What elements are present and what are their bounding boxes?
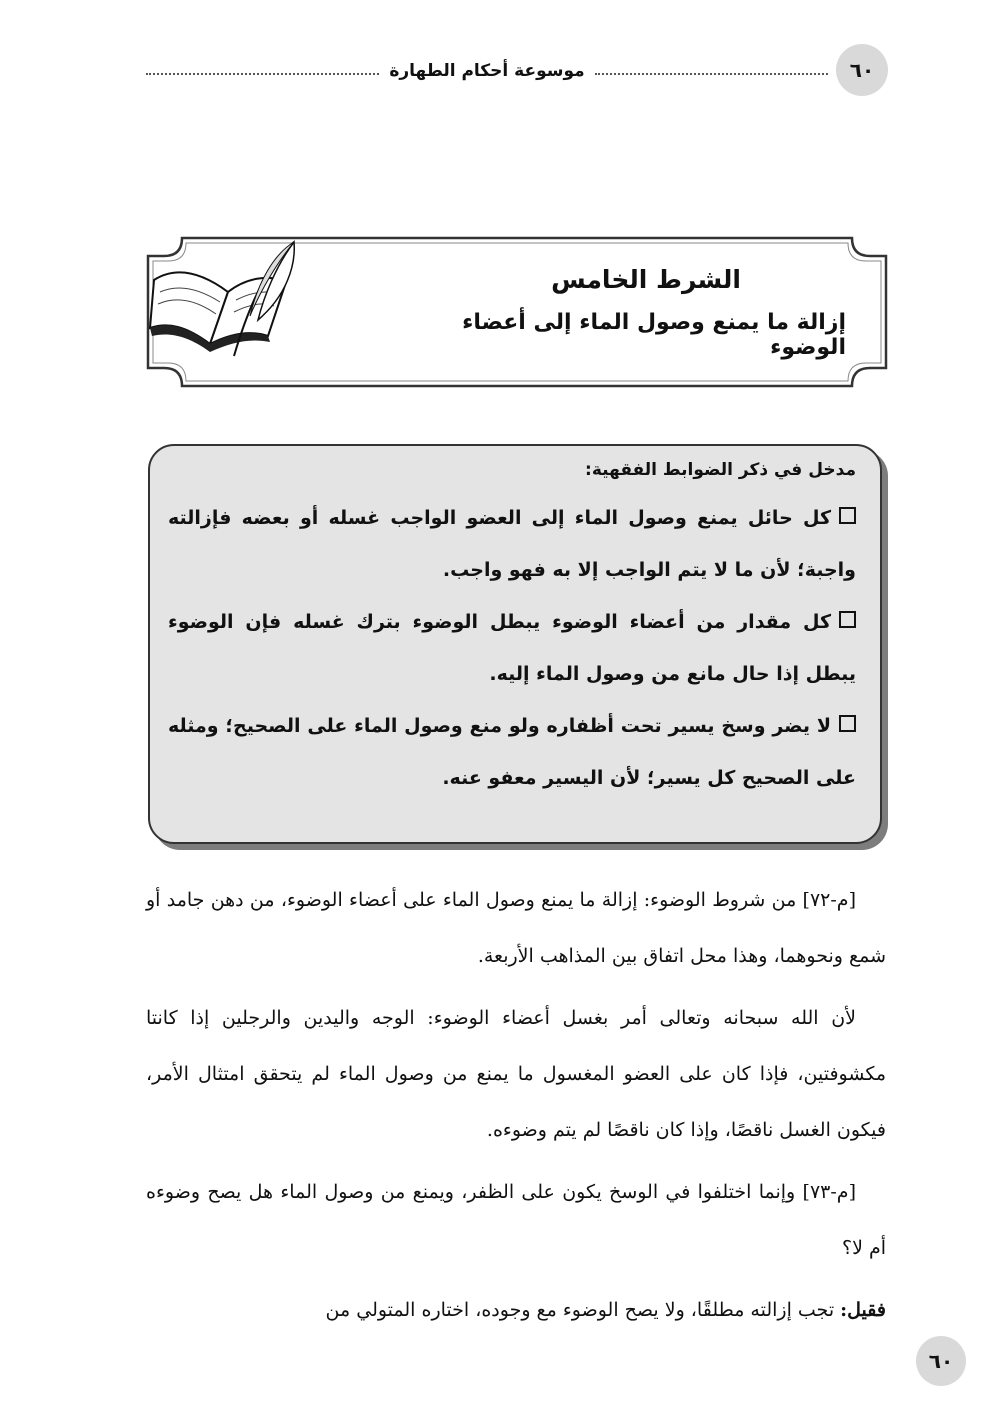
rule-text: لا يضر وسخ يسير تحت أظفاره ولو منع وصول الماء على الصحيح؛ ومثله على الصحيح كل يسير؛ لأن اليسير معفو عنه. bbox=[168, 715, 856, 789]
rule-item bbox=[168, 700, 856, 804]
rule-item bbox=[168, 492, 856, 596]
checkbox-square-icon bbox=[839, 507, 856, 524]
paragraph-rest: تجب إزالته مطلقًا، ولا يصح الوضوء مع وجوده، اختاره المتولي من bbox=[325, 1299, 841, 1321]
rules-heading: مدخل في ذكر الضوابط الفقهية: bbox=[585, 460, 856, 480]
paragraph-last bbox=[146, 1282, 886, 1338]
checkbox-square-icon bbox=[839, 611, 856, 628]
body-text bbox=[146, 872, 886, 1344]
page-number-badge-top bbox=[836, 44, 888, 96]
section-title bbox=[446, 236, 846, 388]
running-header bbox=[146, 56, 828, 86]
rule-text: كل حائل يمنع وصول الماء إلى العضو الواجب غسله أو بعضه فإزالته واجبة؛ لأن ما لا يتم الواجب إلا به فهو واجب. bbox=[168, 507, 856, 581]
header-dot-leader-left bbox=[146, 73, 379, 75]
jurisprudence-rules-box bbox=[148, 444, 882, 844]
checkbox-square-icon bbox=[839, 715, 856, 732]
section-title-line1: الشرط الخامس bbox=[551, 264, 741, 294]
rule-item bbox=[168, 596, 856, 700]
paragraph: لأن الله سبحانه وتعالى أمر بغسل أعضاء الوضوء: الوجه واليدين والرجلين إذا كانتا مكشوفتين، فإذا كان على العضو المغسول ما يمنع من وصول الماء لم يتحقق امتثال الأمر، فيكون الغسل ناقصًا، وإذا كان ناقصًا لم يتم وضوءه. bbox=[146, 1007, 886, 1141]
header-dot-leader-right bbox=[595, 73, 828, 75]
section-title-frame bbox=[146, 236, 888, 388]
footer-page-number: ٦٠ bbox=[928, 1349, 954, 1373]
book-title: موسوعة أحكام الطهارة bbox=[389, 61, 585, 81]
page-number: ٦٠ bbox=[849, 58, 875, 82]
paragraph: [م-٧٢] من شروط الوضوء: إزالة ما يمنع وصول الماء على أعضاء الوضوء، من دهن جامد أو شمع ونحوهما، وهذا محل اتفاق بين المذاهب الأربعة. bbox=[146, 889, 886, 967]
page-number-badge-bottom bbox=[916, 1336, 966, 1386]
paragraph-lead-word: فقيل: bbox=[840, 1299, 886, 1321]
paragraph: [م-٧٣] وإنما اختلفوا في الوسخ يكون على الظفر، ويمنع من وصول الماء هل يصح وضوءه أم لا؟ bbox=[146, 1181, 886, 1259]
rule-text: كل مقدار من أعضاء الوضوء يبطل الوضوء بترك غسله فإن الوضوء يبطل إذا حال مانع من وصول الماء إليه. bbox=[168, 611, 856, 685]
book-quill-icon bbox=[146, 236, 296, 361]
section-title-line2: إزالة ما يمنع وصول الماء إلى أعضاء الوضوء bbox=[462, 309, 846, 360]
